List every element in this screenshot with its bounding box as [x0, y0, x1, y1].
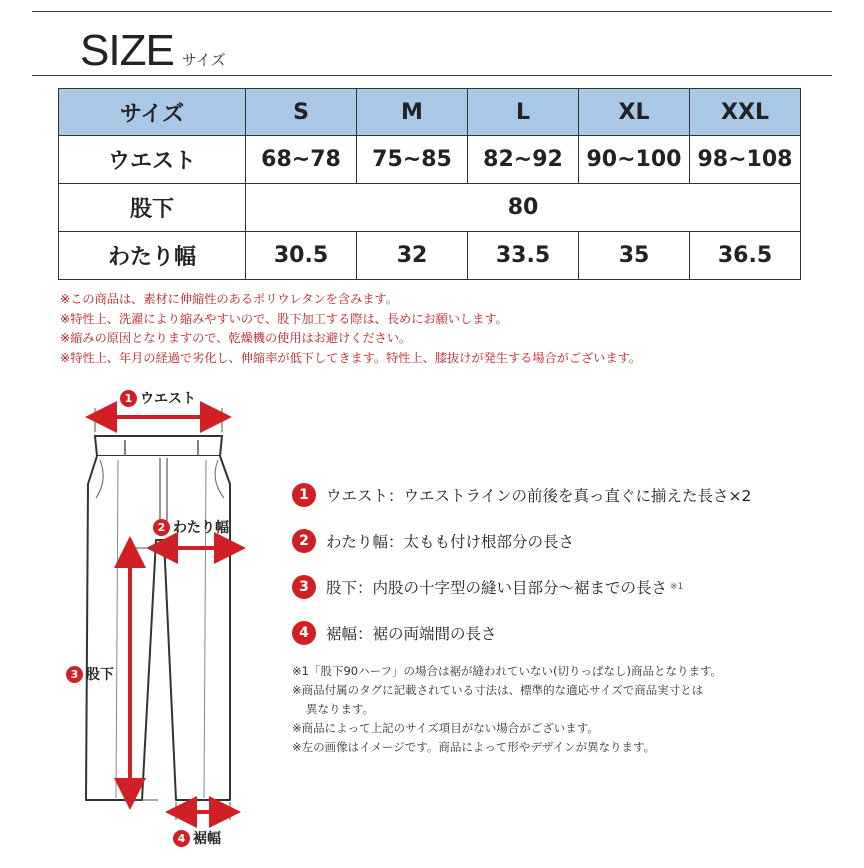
legend-text: 裾幅：裾の両端間の長さ — [326, 625, 497, 643]
legend-marker-2: 2 — [292, 529, 316, 553]
footnote-line: ※1「股下90ハーフ」の場合は裾が縫われていない(切りっぱなし)商品となります。 — [292, 664, 723, 678]
footnote-line: ※左の画像はイメージです。商品によって形やデザインが異なります。 — [292, 740, 656, 754]
legend-text: ウエスト：ウエストラインの前後を真っ直ぐに揃えた長さ×2 — [326, 487, 752, 505]
legend-text: 股下：内股の十字型の縫い目部分〜裾までの長さ — [326, 579, 668, 597]
note-line: ※特性上、年月の経過で劣化し、伸縮率が低下してきます。特性上、膝抜けが発生する場合がございます。 — [60, 350, 642, 365]
size-col-m: M — [357, 89, 468, 136]
diagram-label-text: 股下 — [86, 667, 114, 683]
marker-1: 1 — [120, 390, 137, 407]
row-label-inseam: 股下 — [59, 184, 246, 232]
table-row-waist — [59, 136, 801, 184]
note-line: ※この商品は、素材に伸縮性のあるポリウレタンを含みます。 — [60, 292, 398, 306]
table-row-inseam — [59, 184, 801, 232]
caution-notes — [60, 290, 641, 368]
title-en: SIZE — [80, 26, 174, 75]
diagram-label-text: 裾幅 — [193, 831, 221, 847]
size-col-xl: XL — [579, 89, 690, 136]
legend-item-hem — [292, 620, 497, 646]
diagram-label-text: ウエスト — [140, 391, 196, 407]
size-col-xxl: XXL — [690, 89, 801, 136]
diagram-label-hem — [173, 828, 221, 848]
note-line: ※特性上、洗濯により縮みやすいので、股下加工する際は、長めにお願いします。 — [60, 311, 508, 326]
page-title — [80, 26, 226, 75]
size-table — [58, 88, 801, 280]
legend-marker-4: 4 — [292, 621, 316, 645]
table-cell: 36.5 — [690, 232, 801, 280]
pants-illustration — [0, 380, 280, 864]
size-header-label: サイズ — [59, 89, 246, 136]
table-cell-merged: 80 — [246, 184, 801, 232]
legend-item-thigh — [292, 528, 574, 554]
marker-2: 2 — [153, 519, 170, 536]
marker-4: 4 — [173, 830, 190, 847]
table-cell: 68~78 — [246, 136, 357, 184]
legend-marker-1: 1 — [292, 483, 316, 507]
title-rule — [32, 75, 832, 76]
pants-diagram — [0, 380, 280, 868]
legend-item-waist — [292, 482, 751, 508]
table-row-thigh — [59, 232, 801, 280]
diagram-label-inseam — [66, 664, 114, 684]
table-cell: 35 — [579, 232, 690, 280]
legend-marker-3: 3 — [292, 575, 316, 599]
footnotes — [292, 662, 722, 757]
diagram-label-waist — [120, 388, 196, 408]
table-cell: 75~85 — [357, 136, 468, 184]
size-header-row — [59, 89, 801, 136]
legend-text: わたり幅：太もも付け根部分の長さ — [326, 533, 575, 551]
marker-3: 3 — [66, 666, 83, 683]
legend-footnote-ref: ※1 — [670, 582, 684, 592]
table-cell: 90~100 — [579, 136, 690, 184]
table-cell: 30.5 — [246, 232, 357, 280]
table-cell: 82~92 — [468, 136, 579, 184]
table-cell: 32 — [357, 232, 468, 280]
title-ja: サイズ — [181, 51, 226, 69]
legend-item-inseam — [292, 574, 683, 600]
note-line: ※縮みの原因となりますので、乾燥機の使用はお避けください。 — [60, 331, 412, 345]
diagram-label-thigh — [153, 517, 229, 537]
row-label-thigh: わたり幅 — [59, 232, 246, 280]
footnote-line: ※商品によって上記のサイズ項目がない場合がございます。 — [292, 721, 599, 735]
size-col-l: L — [468, 89, 579, 136]
table-cell: 33.5 — [468, 232, 579, 280]
footnote-line: 異なります。 — [306, 702, 375, 716]
size-col-s: S — [246, 89, 357, 136]
table-cell: 98~108 — [690, 136, 801, 184]
top-rule — [32, 11, 832, 12]
row-label-waist: ウエスト — [59, 136, 246, 184]
diagram-label-text: わたり幅 — [173, 520, 229, 536]
footnote-line: ※商品付属のタグに記載されている寸法は、標準的な適応サイズで商品実寸とは — [292, 683, 704, 697]
